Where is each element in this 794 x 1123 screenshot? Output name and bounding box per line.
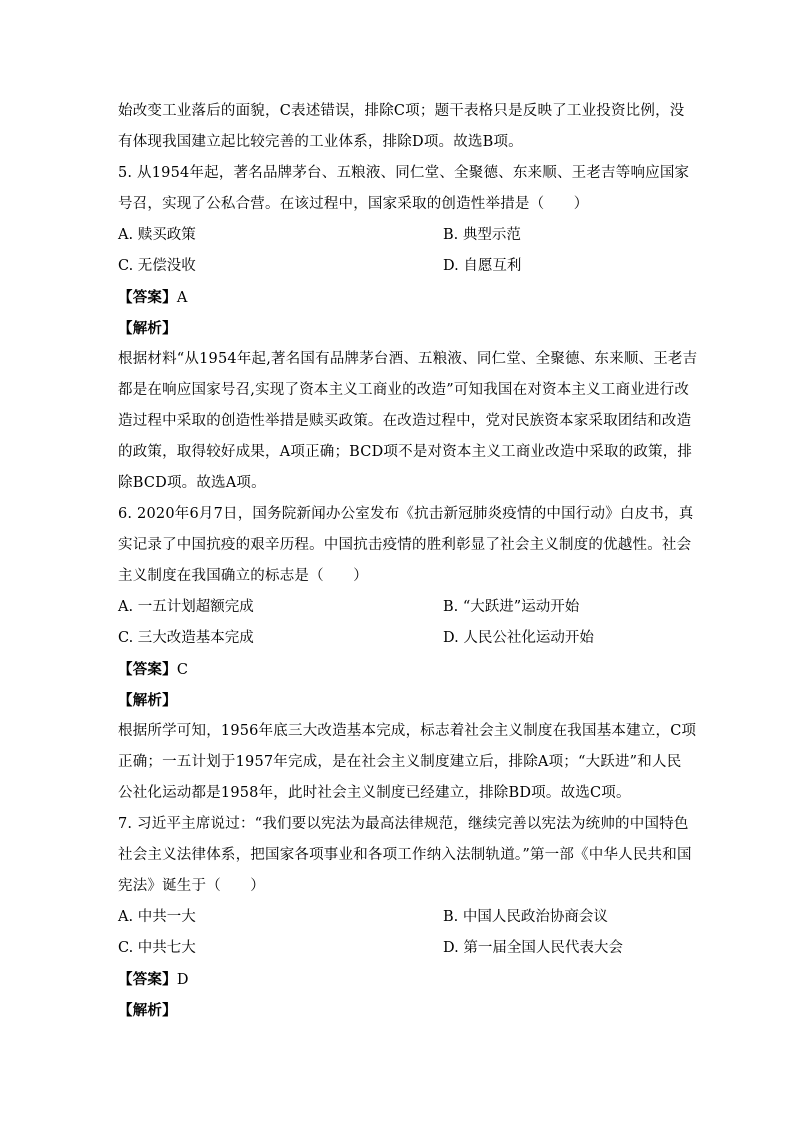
analysis-line: 造过程中采取的创造性举措是赎买政策。在改造过程中，党对民族资本家采取团结和改造 (118, 413, 692, 429)
question-6 (118, 499, 697, 809)
question-stem: 主义制度在我国确立的标志是（ ） (118, 568, 368, 584)
answer-value: C (176, 662, 189, 678)
analysis-line: 的政策，取得较好成果，A项正确；BCD项不是对资本主义工商业改造中采取的政策，排 (118, 444, 693, 460)
analysis-label: 【解析】 (118, 1002, 177, 1019)
analysis-line: 公社化运动都是1958年，此时社会主义制度已经建立，排除BD项。故选C项。 (118, 785, 631, 801)
options-row (118, 251, 678, 282)
question-stem: 7. 习近平主席说过：“我们要以宪法为最高法律规范，继续完善以宪法为统帅的中国特色 (118, 816, 689, 832)
answer-line (118, 964, 678, 995)
analysis-line: 都是在响应国家号召,实现了资本主义工商业的改造”可知我国在对资本主义工商业进行改 (118, 382, 690, 398)
options-row (118, 592, 678, 623)
question-stem: 实记录了中国抗疫的艰辛历程。中国抗击疫情的胜利彰显了社会主义制度的优越性。社会 (118, 537, 692, 553)
analysis-line: 除BCD项。故选A项。 (118, 475, 266, 491)
question-7 (118, 809, 692, 1026)
option-b: B. 典型示范 (443, 227, 521, 243)
document-page (118, 96, 698, 1026)
option-d: D. 自愿互利 (443, 258, 522, 274)
answer-line (118, 654, 678, 685)
options-row (118, 902, 678, 933)
option-b: B. 中国人民政治协商会议 (443, 909, 608, 925)
option-b: B. “大跃进”运动开始 (443, 599, 580, 615)
answer-label: 【答案】 (118, 971, 177, 988)
answer-value: D (176, 972, 189, 988)
options-row (118, 933, 678, 964)
intro-line: 有体现我国建立起比较完善的工业体系，排除D项。故选B项。 (118, 134, 523, 150)
question-stem: 社会主义法律体系，把国家各项事业和各项工作纳入法制轨道。”第一部《中华人民共和国 (118, 847, 692, 863)
option-a: A. 中共一大 (118, 909, 196, 925)
question-5 (118, 158, 698, 499)
question-stem: 5. 从1954年起，著名品牌茅台、五粮液、同仁堂、全聚德、东来顺、王老吉等响应国家 (118, 165, 690, 181)
analysis-line: 根据材料“从1954年起,著名国有品牌茅台酒、五粮液、同仁堂、全聚德、东来顺、王老吉 (118, 351, 698, 367)
question-stem: 宪法》诞生于（ ） (118, 878, 265, 894)
analysis-label: 【解析】 (118, 692, 177, 709)
answer-line (118, 282, 678, 313)
question-stem: 号召，实现了公私合营。在该过程中，国家采取的创造性举措是（ ） (118, 196, 589, 212)
analysis-line: 根据所学可知，1956年底三大改造基本完成，标志着社会主义制度在我国基本建立，C项 (118, 723, 697, 739)
options-row (118, 220, 678, 251)
analysis-line: 正确；一五计划于1957年完成，是在社会主义制度建立后，排除A项；“大跃进”和人民 (118, 754, 682, 770)
option-c: C. 中共七大 (118, 940, 196, 956)
option-c: C. 三大改造基本完成 (118, 630, 254, 646)
option-d: D. 第一届全国人民代表大会 (443, 940, 623, 956)
answer-value: A (176, 290, 188, 306)
question-stem: 6. 2020年6月7日，国务院新闻办公室发布《抗击新冠肺炎疫情的中国行动》白皮书，真 (118, 506, 694, 522)
option-d: D. 人民公社化运动开始 (443, 630, 594, 646)
answer-label: 【答案】 (118, 661, 177, 678)
analysis-label: 【解析】 (118, 320, 177, 337)
option-a: A. 赎买政策 (118, 227, 196, 243)
option-a: A. 一五计划超额完成 (118, 599, 254, 615)
intro-line: 始改变工业落后的面貌，C表述错误，排除C项；题干表格只是反映了工业投资比例，没 (118, 103, 685, 119)
option-c: C. 无偿没收 (118, 258, 196, 274)
options-row (118, 623, 678, 654)
answer-label: 【答案】 (118, 289, 177, 306)
